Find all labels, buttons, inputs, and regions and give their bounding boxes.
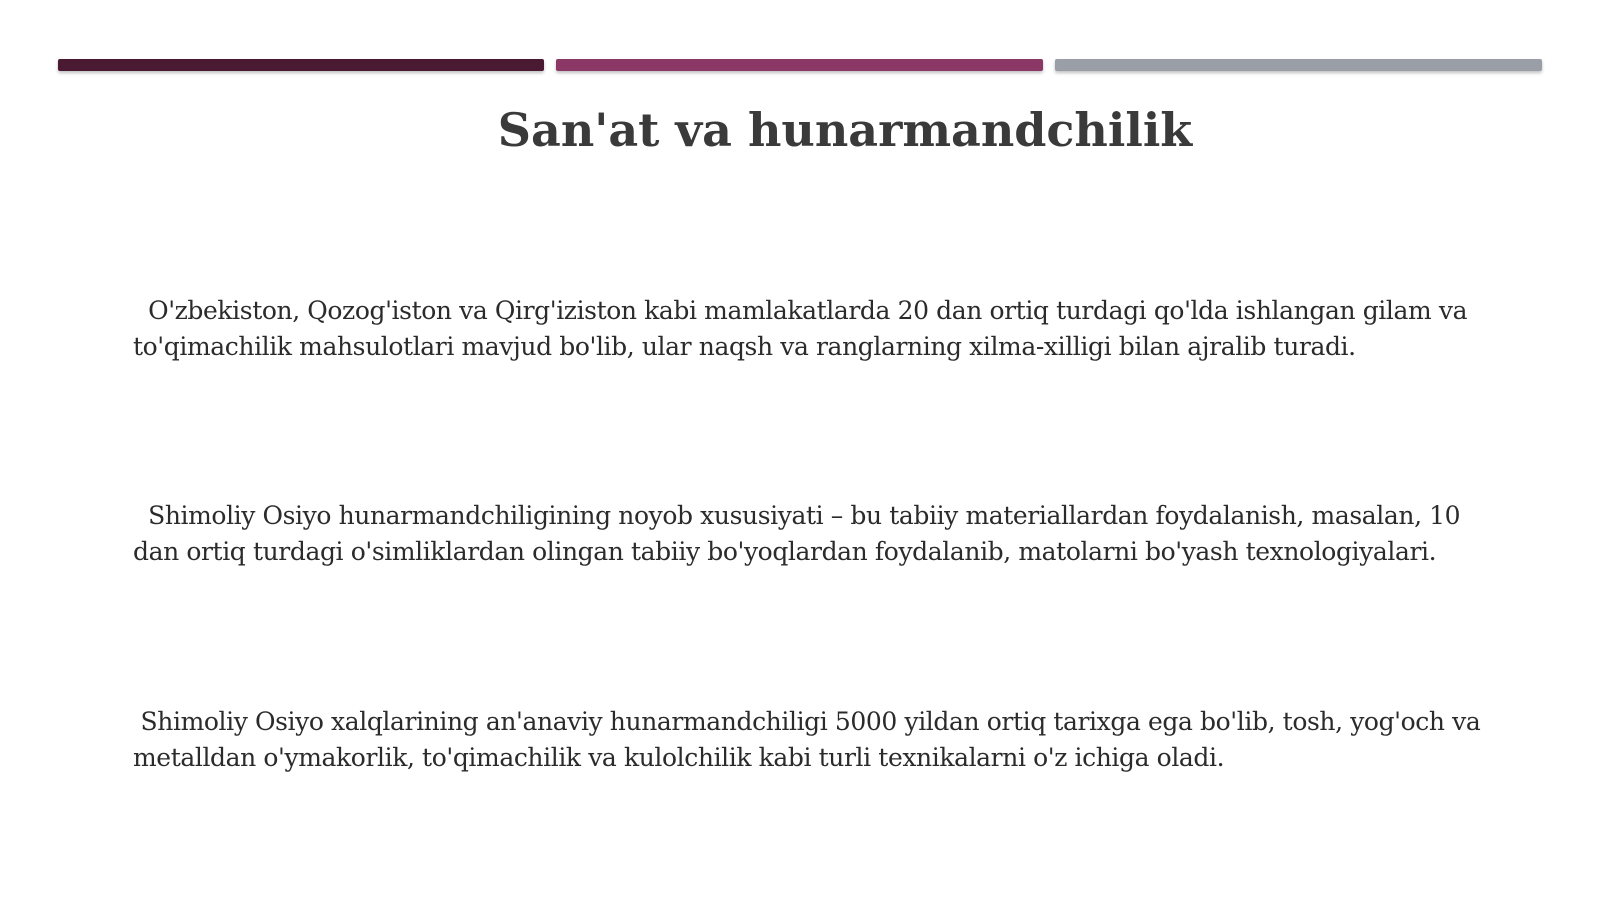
slide-title: San'at va hunarmandchilik — [497, 103, 1193, 157]
accent-bar-gray — [1055, 59, 1542, 71]
paragraph-natural-dyes: Shimoliy Osiyo hunarmandchiligining noyob xususiyati – bu tabiiy materiallardan foydalanish, masalan, 10 dan ortiq turdagi o'simliklardan olingan tabiiy bo'yoqlardan foydalanib, matolarni bo'yash texnologiyalari. — [133, 501, 1468, 566]
paragraph-carpets: O'zbekiston, Qozog'iston va Qirg'iziston kabi mamlakatlarda 20 dan ortiq turdagi qo'lda ishlangan gilam va to'qimachilik mahsulotlari mavjud bo'lib, ular naqsh va ranglarning xilma-xilligi bilan ajralib turadi. — [133, 296, 1475, 361]
accent-bar-plum — [556, 59, 1043, 71]
accent-bar-dark — [58, 59, 544, 71]
paragraph-history: Shimoliy Osiyo xalqlarining an'anaviy hunarmandchiligi 5000 yildan ortiq tarixga ega bo'lib, tosh, yog'och va metalldan o'ymakorlik, to'qimachilik va kulolchilik kabi turli texnikalarni o'z ichiga oladi. — [133, 707, 1488, 772]
